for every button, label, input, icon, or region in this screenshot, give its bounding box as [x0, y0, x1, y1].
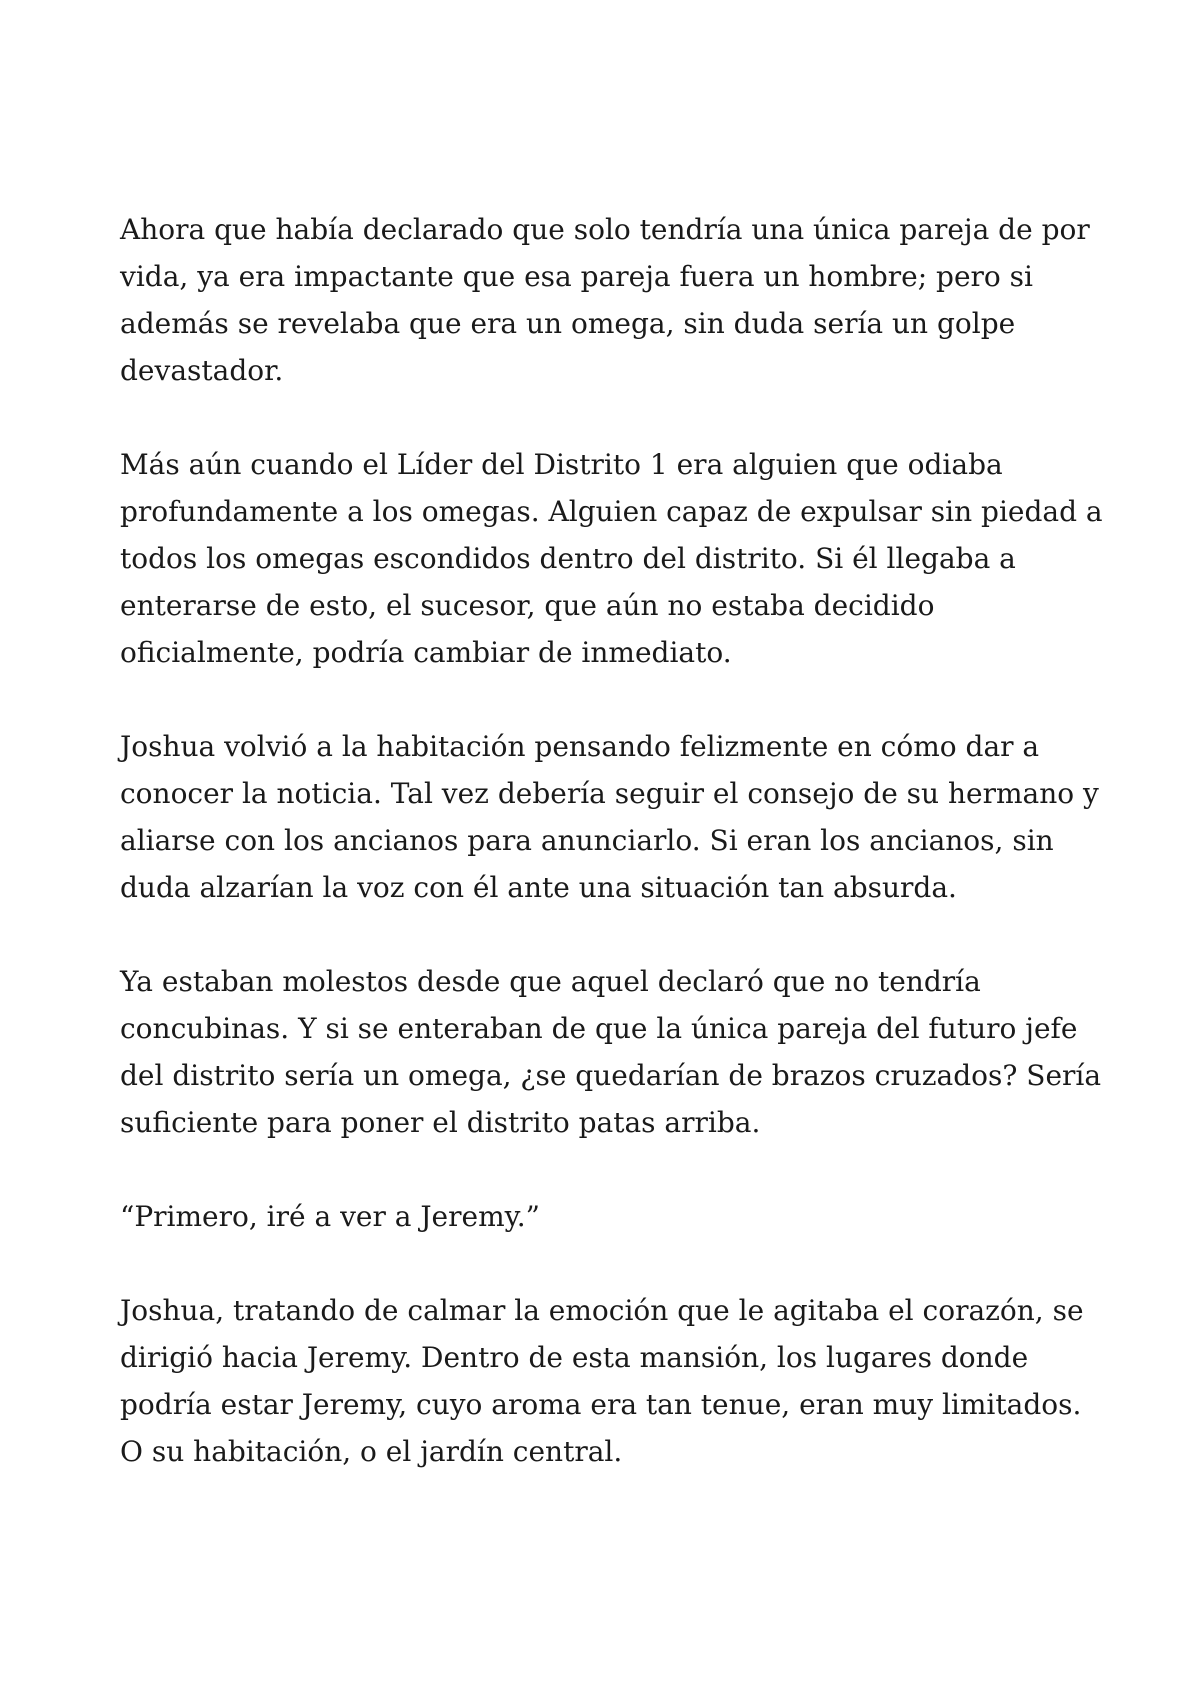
text-line: conocer la noticia. Tal vez debería seguir el consejo de su hermano y [120, 777, 1099, 810]
text-line: oficialmente, podría cambiar de inmediato. [120, 636, 732, 669]
text-line: enterarse de esto, el sucesor, que aún no estaba decidido [120, 589, 935, 622]
text-line: Joshua, tratando de calmar la emoción que le agitaba el corazón, se [120, 1294, 1084, 1327]
paragraph-6 [120, 1287, 1084, 1475]
paragraph-1 [120, 206, 1090, 394]
text-line: suficiente para poner el distrito patas arriba. [120, 1106, 761, 1139]
text-line: vida, ya era impactante que esa pareja fuera un hombre; pero si [120, 260, 1033, 293]
text-line: “Primero, iré a ver a Jeremy.” [120, 1200, 540, 1233]
text-line: devastador. [120, 354, 284, 387]
text-line: Ya estaban molestos desde que aquel declaró que no tendría [120, 965, 981, 998]
paragraph-3 [120, 723, 1099, 911]
text-line: del distrito sería un omega, ¿se quedarían de brazos cruzados? Sería [120, 1059, 1102, 1092]
text-line: dirigió hacia Jeremy. Dentro de esta mansión, los lugares donde [120, 1341, 1029, 1374]
text-line: podría estar Jeremy, cuyo aroma era tan tenue, eran muy limitados. [120, 1388, 1082, 1421]
text-line: además se revelaba que era un omega, sin duda sería un golpe [120, 307, 1016, 340]
text-line: profundamente a los omegas. Alguien capaz de expulsar sin piedad a [120, 495, 1103, 528]
text-line: Ahora que había declarado que solo tendría una única pareja de por [120, 213, 1090, 246]
paragraph-5-dialogue [120, 1193, 1080, 1240]
text-line: duda alzarían la voz con él ante una situación tan absurda. [120, 871, 957, 904]
paragraph-2 [120, 441, 1103, 676]
text-line: aliarse con los ancianos para anunciarlo. Si eran los ancianos, sin [120, 824, 1054, 857]
text-line: concubinas. Y si se enteraban de que la única pareja del futuro jefe [120, 1012, 1078, 1045]
text-line: O su habitación, o el jardín central. [120, 1435, 623, 1468]
text-line: todos los omegas escondidos dentro del distrito. Si él llegaba a [120, 542, 1016, 575]
paragraph-4 [120, 958, 1102, 1146]
text-line: Más aún cuando el Líder del Distrito 1 era alguien que odiaba [120, 448, 1003, 481]
text-line: Joshua volvió a la habitación pensando felizmente en cómo dar a [120, 730, 1040, 763]
document-body [120, 206, 1103, 1522]
